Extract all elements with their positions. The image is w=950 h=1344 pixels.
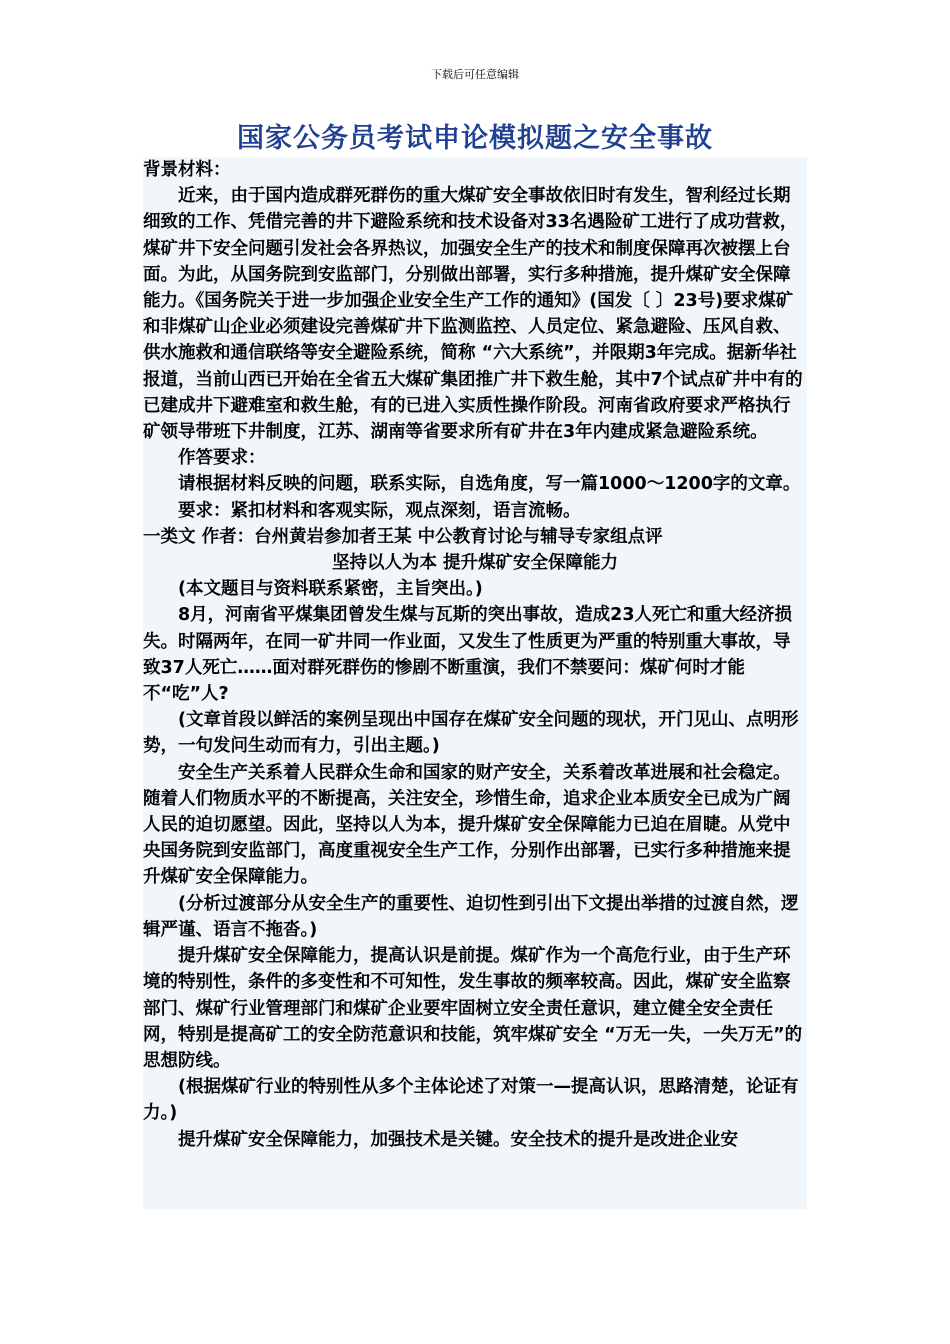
comment-title: (本文题目与资料联系紧密，主旨突出。)	[178, 579, 483, 600]
essay-title: 坚持以人为本 提升煤矿安全保障能力	[331, 553, 619, 574]
comment-transition: (分析过渡部分从安全生产的重要性、迫切性到引出下文提出举措的过渡自然，逻辑严谨、语言不拖沓。)	[143, 893, 799, 940]
document-body	[143, 157, 807, 1209]
section-label-requirements: 作答要求：	[178, 448, 266, 469]
paragraph-background-material: 近来，由于国内造成群死群伤的重大煤矿安全事故依旧时有发生，智利经过长期细致的工作、凭借完善的井下避险系统和技术设备对33名遇险矿工进行了成功营救，煤矿井下安全问题引发社会各界热议，加强安全生产的技术和制度保障再次被摆上台面。为此，从国务院到安监部门，分别做出部署，实行多种措施，提升煤矿安全保障能力。《国务院关于进一步加强企业安全生产工作的通知》(国发〔 〕23号)要求煤矿和非煤矿山企业必须建设完善煤矿井下监测监控、人员定位、紧急避险、压风自救、供水施救和通信联络等安全避险系统，简称 “六大系统”，并限期3年完成。据新华社报道，当前山西已开始在全省五大煤矿集团推广井下救生舱，其中7个试点矿井中有的已建成井下避难室和救生舱，有的已进入实质性操作阶段。河南省政府要求严格执行矿领导带班下井制度，江苏、湖南等省要求所有矿井在3年内建成紧急避险系统。	[143, 186, 803, 443]
paragraph-technology: 提升煤矿安全保障能力，加强技术是关键。安全技术的提升是改进企业安	[178, 1129, 738, 1150]
paragraph-task: 请根据材料反映的问题，联系实际，自选角度，写一篇1000～1200字的文章。	[178, 474, 801, 495]
comment-intro: (文章首段以鲜活的案例呈现出中国存在煤矿安全问题的现状，开门见山、点明形势，一句发问生动而有力，引出主题。)	[143, 710, 799, 757]
page-header-note: 下载后可任意编辑	[431, 68, 519, 81]
section-label-background: 背景材料：	[143, 160, 231, 180]
essay-byline: 一类文 作者：台州黄岩参加者王某 中公教育讨论与辅导专家组点评	[143, 526, 663, 547]
paragraph-requirements: 要求：紧扣材料和客观实际，观点深刻，语言流畅。	[178, 500, 581, 521]
comment-awareness: (根据煤矿行业的特别性从多个主体论述了对策一—提高认识，思路清楚，论证有力。)	[143, 1077, 799, 1124]
paragraph-intro: 8月，河南省平煤集团曾发生煤与瓦斯的突出事故，造成23人死亡和重大经济损失。时隔两年，在同一矿井同一作业面，又发生了性质更为严重的特别重大事故，导致37人死亡……面对群死群伤的惨剧不断重演，我们不禁要问：煤矿何时才能不“吃”人?	[143, 605, 793, 705]
paragraph-importance: 安全生产关系着人民群众生命和国家的财产安全，关系着改革进展和社会稳定。随着人们物质水平的不断提高，关注安全，珍惜生命，追求企业本质安全已成为广阔人民的迫切愿望。因此，坚持以人为本，提升煤矿安全保障能力已迫在眉睫。从党中央国务院到安监部门，高度重视安全生产工作，分别作出部署，已实行多种措施来提升煤矿安全保障能力。	[143, 762, 791, 888]
document-title: 国家公务员考试申论模拟题之安全事故	[237, 123, 713, 154]
paragraph-awareness: 提升煤矿安全保障能力，提高认识是前提。煤矿作为一个高危行业，由于生产环境的特别性，条件的多变性和不可知性，发生事故的频率较高。因此，煤矿安全监察部门、煤矿行业管理部门和煤矿企业要牢固树立安全责任意识，建立健全安全责任网，特别是提高矿工的安全防范意识和技能，筑牢煤矿安全 “万无一失，一失万无”的思想防线。	[143, 946, 803, 1071]
